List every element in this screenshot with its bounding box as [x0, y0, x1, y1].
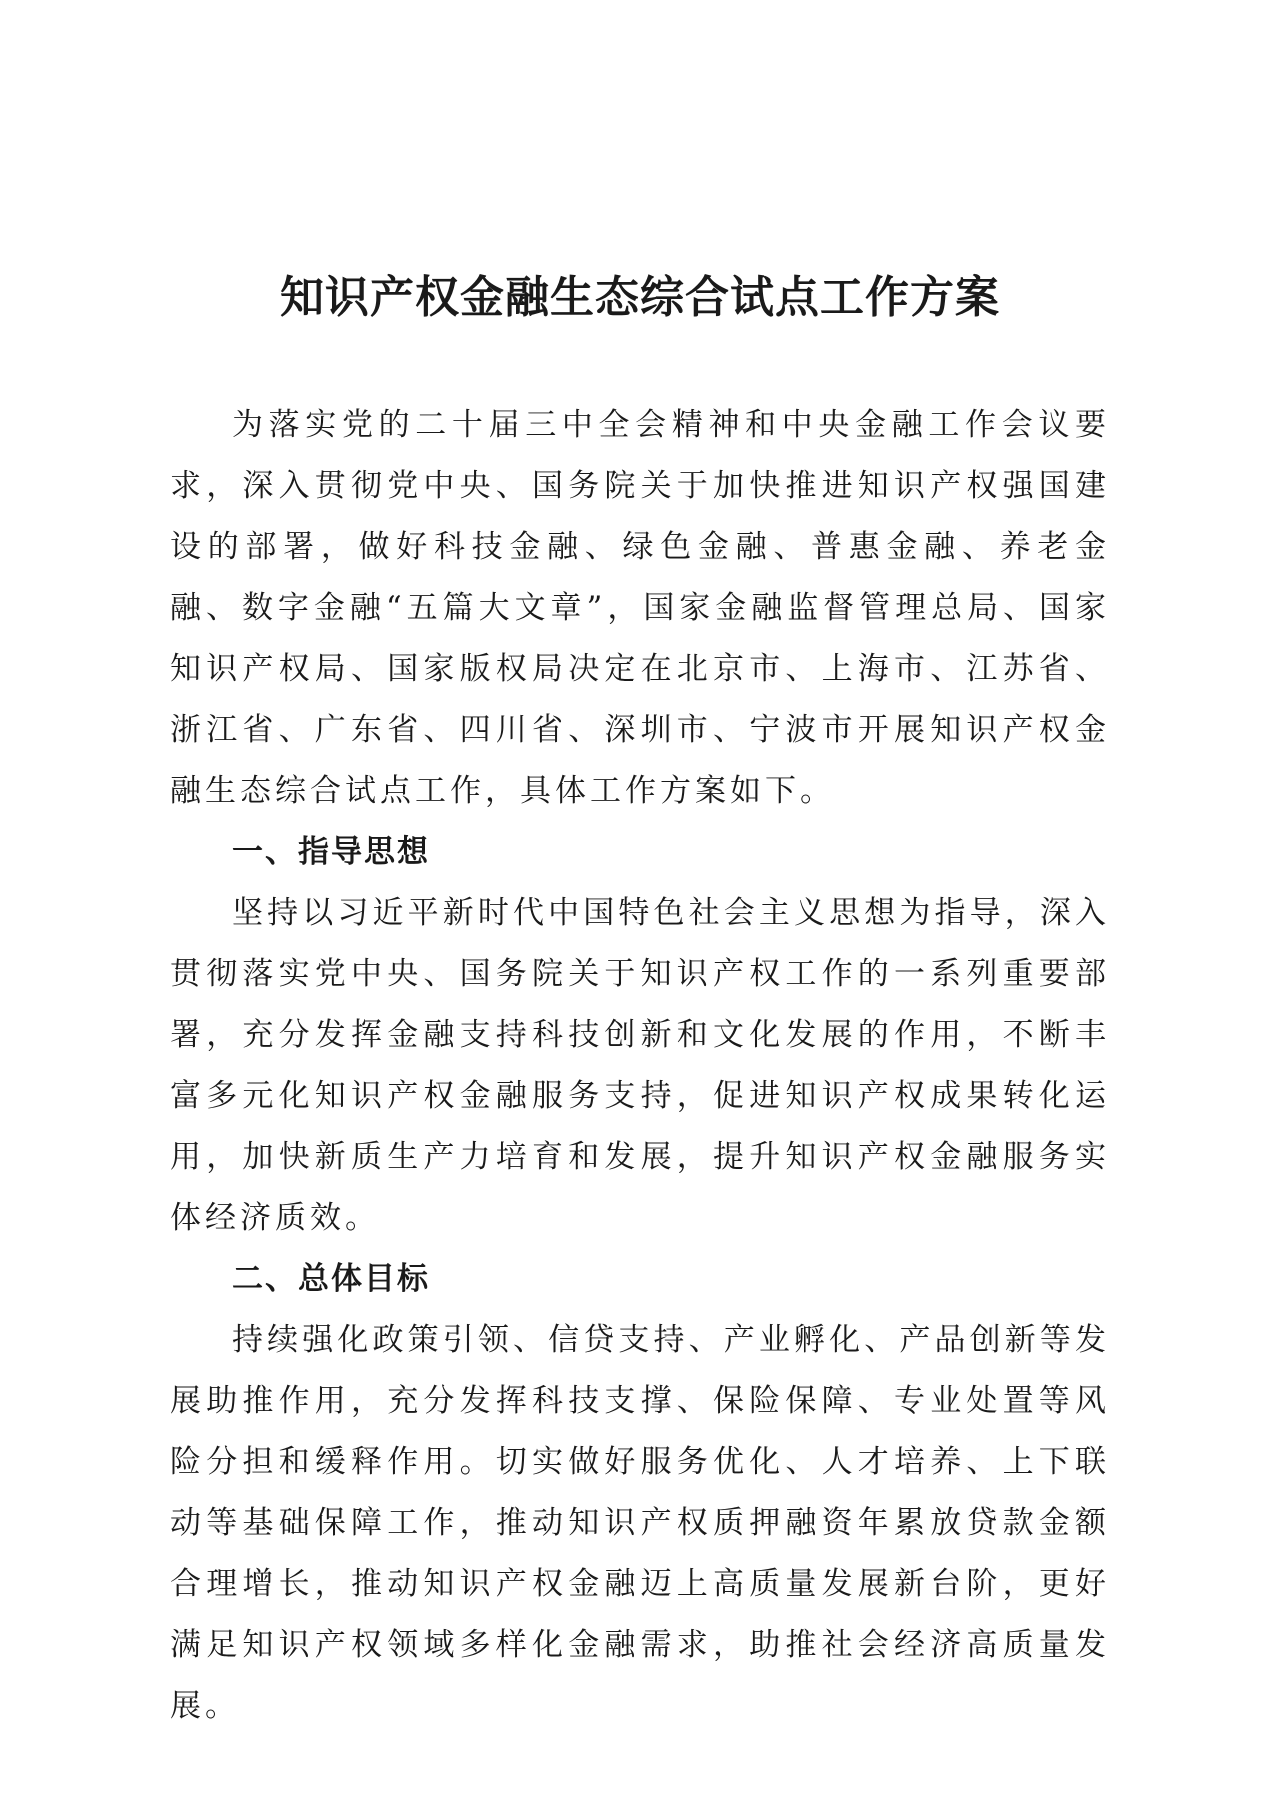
- document-body: [170, 395, 1110, 1737]
- intro-paragraph: 为落实党的二十届三中全会精神和中央金融工作会议要求，深入贯彻党中央、国务院关于加快推进知识产权强国建设的部署，做好科技金融、绿色金融、普惠金融、养老金融、数字金融“五篇大文章”，国家金融监督管理总局、国家知识产权局、国家版权局决定在北京市、上海市、江苏省、浙江省、广东省、四川省、深圳市、宁波市开展知识产权金融生态综合试点工作，具体工作方案如下。: [170, 407, 1110, 809]
- section-paragraph-guiding-ideology: 坚持以习近平新时代中国特色社会主义思想为指导，深入贯彻落实党中央、国务院关于知识产权工作的一系列重要部署，充分发挥金融支持科技创新和文化发展的作用，不断丰富多元化知识产权金融服务支持，促进知识产权成果转化运用，加快新质生产力培育和发展，提升知识产权金融服务实体经济质效。: [170, 895, 1110, 1236]
- section-heading-guiding-ideology: 一、指导思想: [232, 834, 430, 870]
- section-paragraph-overall-goals: 持续强化政策引领、信贷支持、产业孵化、产品创新等发展助推作用，充分发挥科技支撑、保险保障、专业处置等风险分担和缓释作用。切实做好服务优化、人才培养、上下联动等基础保障工作，推动知识产权质押融资年累放贷款金额合理增长，推动知识产权金融迈上高质量发展新台阶，更好满足知识产权领域多样化金融需求，助推社会经济高质量发展。: [170, 1322, 1110, 1724]
- document-title: 知识产权金融生态综合试点工作方案: [280, 272, 1000, 323]
- section-heading-overall-goals: 二、总体目标: [232, 1261, 430, 1297]
